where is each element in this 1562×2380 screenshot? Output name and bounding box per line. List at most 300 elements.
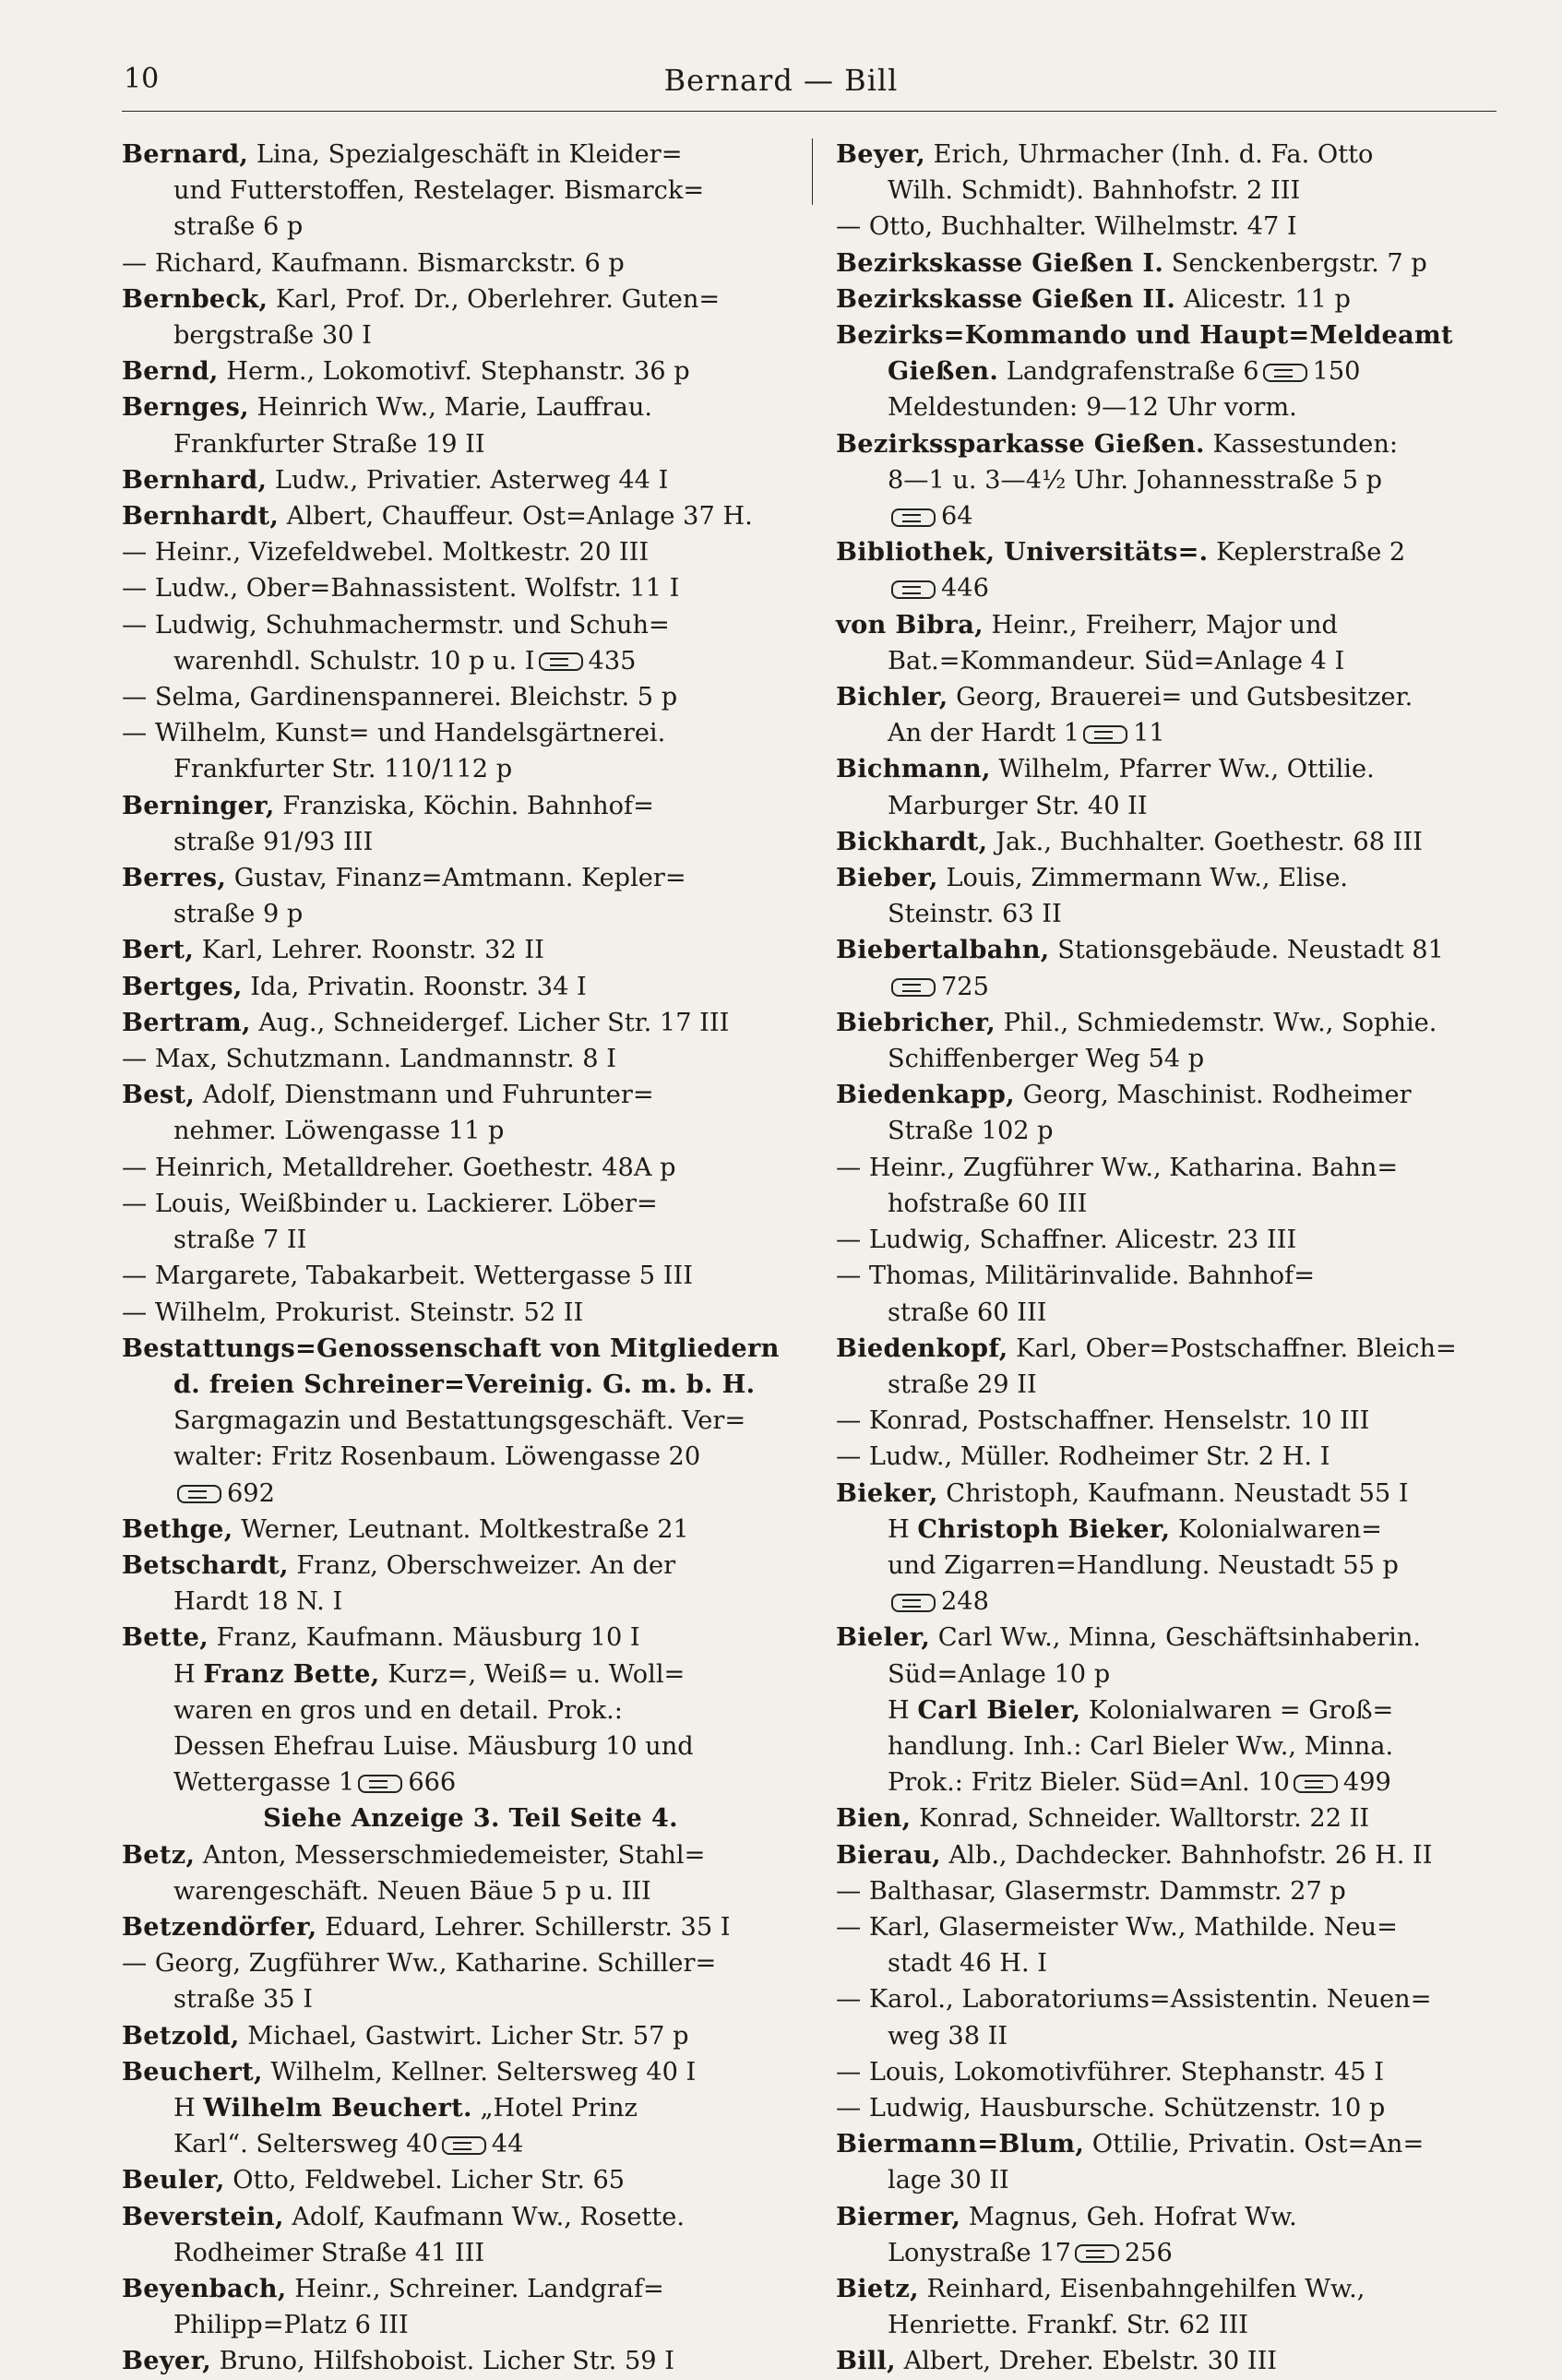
left-column xyxy=(122,137,780,2376)
entry-line xyxy=(836,1258,1505,1294)
entry-name: Bickhardt, xyxy=(836,826,988,856)
entry-line xyxy=(122,751,768,787)
entry-line xyxy=(122,860,768,896)
telephone-icon xyxy=(1075,2244,1119,2263)
entry-name: Biermer, xyxy=(836,2201,961,2231)
entry-text: — Heinr., Zugführer Ww., Katharina. Bahn= xyxy=(836,1153,1399,1182)
entry-line xyxy=(122,389,768,425)
entry-line xyxy=(836,1837,1505,1873)
entry-line xyxy=(122,173,768,209)
directory-entry xyxy=(122,498,768,534)
entry-line xyxy=(122,2235,768,2271)
directory-entry xyxy=(122,932,768,968)
entry-line xyxy=(836,426,1505,462)
entry-line xyxy=(122,1512,768,1548)
directory-entry xyxy=(836,2199,1505,2271)
telephone-number: 666 xyxy=(408,1768,457,1798)
telephone-number: 44 xyxy=(491,2130,524,2159)
entry-line xyxy=(122,1656,768,1692)
entry-text: Michael, Gastwirt. Licher Str. 57 p xyxy=(239,2021,689,2051)
entry-text: Jak., Buchhalter. Goethestr. 68 III xyxy=(987,827,1423,856)
directory-entry xyxy=(836,317,1505,426)
directory-entry xyxy=(122,1837,768,1909)
entry-text: Lonystraße 17 xyxy=(888,2238,1071,2267)
entry-line xyxy=(836,1295,1505,1331)
entry-line xyxy=(122,2307,768,2343)
entry-text: Kolonialwaren= xyxy=(1170,1514,1382,1544)
entry-text: und Futterstoffen, Restelager. Bismarck= xyxy=(173,176,705,206)
entry-line xyxy=(836,2271,1505,2307)
entry-text: Carl Ww., Minna, Geschäftsinhaberin. xyxy=(930,1623,1421,1653)
entry-name: Berninger, xyxy=(122,790,275,820)
entry-text: — Richard, Kaufmann. Bismarckstr. 6 p xyxy=(122,248,625,278)
directory-entry xyxy=(122,2271,768,2343)
right-column xyxy=(836,137,1505,2376)
entry-text: Franz, Kaufmann. Mäusburg 10 I xyxy=(208,1623,640,1653)
entry-name: Bestattungs=Genossenschaft von Mitgliedern xyxy=(122,1333,780,1363)
entry-line xyxy=(122,426,768,462)
entry-line xyxy=(836,1331,1505,1367)
entry-name: Betz, xyxy=(122,1839,196,1870)
entry-name: Biebertalbahn, xyxy=(836,935,1050,965)
entry-text: Steinstr. 63 II xyxy=(888,900,1062,929)
entry-name: Bernd, xyxy=(122,356,219,387)
entry-name: Betzendörfer, xyxy=(122,1911,317,1942)
entry-name: Siehe Anzeige 3. Teil Seite 4. xyxy=(263,1803,678,1834)
directory-entry xyxy=(836,1909,1505,1981)
entry-name: Bieker, xyxy=(836,1477,938,1508)
entry-line xyxy=(836,1728,1505,1764)
entry-text: An der Hardt 1 xyxy=(888,719,1080,748)
directory-entry xyxy=(836,2054,1505,2090)
entry-line xyxy=(122,715,768,751)
directory-entry xyxy=(836,607,1505,679)
entry-line xyxy=(122,498,768,534)
telephone-number: 499 xyxy=(1342,1768,1391,1798)
entry-line xyxy=(122,1584,768,1620)
directory-entry xyxy=(122,462,768,498)
entry-name: Bezirks=Kommando und Haupt=Meldeamt xyxy=(836,320,1453,351)
entry-text: H xyxy=(173,1659,204,1689)
entry-line xyxy=(122,1331,780,1367)
entry-name: Biermann=Blum, xyxy=(836,2129,1085,2159)
entry-line xyxy=(836,1873,1505,1909)
entry-name: Bietz, xyxy=(836,2273,919,2303)
directory-entry xyxy=(836,860,1505,932)
directory-entry xyxy=(836,1873,1505,1909)
directory-entry xyxy=(122,389,768,461)
entry-text: warenhdl. Schulstr. 10 p u. I xyxy=(173,646,535,676)
entry-line xyxy=(122,209,768,245)
directory-entry xyxy=(836,824,1505,860)
entry-line xyxy=(122,1800,768,1836)
entry-text: — Ludwig, Schuhmachermstr. und Schuh= xyxy=(122,610,670,640)
header-rule xyxy=(122,111,1496,112)
directory-entry xyxy=(122,137,768,245)
entry-line xyxy=(836,173,1505,209)
entry-text: Phil., Schmiedemstr. Ww., Sophie. xyxy=(996,1008,1437,1037)
telephone-icon xyxy=(1294,1775,1338,1793)
entry-line xyxy=(836,1439,1505,1475)
telephone-number: 248 xyxy=(941,1587,989,1617)
entry-line xyxy=(836,1403,1505,1439)
entry-text: Süd=Anlage 10 p xyxy=(888,1659,1111,1689)
entry-text: straße 29 II xyxy=(888,1369,1037,1399)
entry-line xyxy=(122,2162,768,2198)
directory-entry xyxy=(836,2343,1505,2379)
entry-text: straße 6 p xyxy=(173,212,304,242)
entry-text: 8—1 u. 3—4½ Uhr. Johannesstraße 5 p xyxy=(888,465,1383,495)
entry-name: Beyer, xyxy=(836,139,925,169)
directory-entry xyxy=(122,353,768,389)
directory-entry xyxy=(836,1476,1505,1621)
telephone-icon xyxy=(891,978,936,997)
directory-entry xyxy=(122,607,768,679)
directory-entry xyxy=(122,1945,768,2017)
directory-entry xyxy=(836,1981,1505,2053)
entry-line xyxy=(836,2126,1505,2162)
entry-text: — Ludwig, Hausbursche. Schützenstr. 10 p xyxy=(836,2093,1386,2123)
entry-name: Bezirkskasse Gießen I. xyxy=(836,247,1164,278)
entry-line xyxy=(836,1656,1505,1692)
entry-text: Frankfurter Straße 19 II xyxy=(173,429,485,459)
entry-text: — Selma, Gardinenspannerei. Bleichstr. 5 p xyxy=(122,683,678,712)
entry-text: Ludw., Privatier. Asterweg 44 I xyxy=(267,465,669,495)
entry-text: Albert, Dreher. Ebelstr. 30 III xyxy=(895,2347,1278,2376)
entry-text: Kolonialwaren = Groß= xyxy=(1080,1695,1394,1725)
entry-line xyxy=(122,1945,768,1981)
entry-text: Meldestunden: 9—12 Uhr vorm. xyxy=(888,393,1297,423)
entry-text: straße 91/93 III xyxy=(173,827,374,856)
entry-name: Beyenbach, xyxy=(122,2273,287,2303)
entry-line xyxy=(836,2199,1505,2235)
entry-text: straße 7 II xyxy=(173,1226,307,1255)
entry-name: Bieber, xyxy=(836,863,938,893)
entry-text: Wilh. Schmidt). Bahnhofstr. 2 III xyxy=(888,176,1301,206)
directory-entry xyxy=(836,245,1505,281)
entry-name: Bernhard, xyxy=(122,464,268,495)
entry-text: Anton, Messerschmiedemeister, Stahl= xyxy=(195,1840,706,1870)
directory-entry xyxy=(122,1909,768,1945)
entry-line xyxy=(122,1728,768,1764)
entry-line xyxy=(836,1186,1505,1222)
entry-text: Schiffenberger Weg 54 p xyxy=(888,1045,1205,1074)
directory-entry xyxy=(122,2199,768,2271)
entry-text: Georg, Maschinist. Rodheimer xyxy=(1014,1081,1412,1110)
entry-text: — Ludw., Müller. Rodheimer Str. 2 H. I xyxy=(836,1442,1330,1472)
entry-text: Lina, Spezialgeschäft in Kleider= xyxy=(248,140,683,169)
entry-text: — Louis, Weißbinder u. Lackierer. Löber= xyxy=(122,1189,658,1218)
directory-entry xyxy=(122,1258,768,1294)
entry-line xyxy=(836,1222,1505,1258)
entry-line xyxy=(122,1222,768,1258)
entry-line xyxy=(836,462,1505,498)
page-number: 10 xyxy=(124,63,160,95)
entry-name: Bernges, xyxy=(122,392,249,423)
entry-line xyxy=(836,1584,1505,1620)
entry-name: Bert, xyxy=(122,935,195,965)
directory-entry xyxy=(836,1403,1505,1439)
entry-line xyxy=(836,1981,1505,2017)
entry-line xyxy=(836,137,1505,173)
entry-line xyxy=(122,1295,768,1331)
entry-line xyxy=(836,2018,1505,2054)
directory-entry xyxy=(122,570,768,606)
entry-text: „Hotel Prinz xyxy=(471,2093,638,2123)
entry-text: — Thomas, Militärinvalide. Bahnhof= xyxy=(836,1262,1315,1291)
telephone-icon xyxy=(891,1594,936,1612)
entry-text: Werner, Leutnant. Moltkestraße 21 xyxy=(233,1514,689,1544)
entry-text: Ida, Privatin. Roonstr. 34 I xyxy=(242,972,587,1001)
entry-line xyxy=(122,896,768,932)
entry-name: Bieler, xyxy=(836,1622,931,1653)
directory-entry xyxy=(836,1150,1505,1222)
entry-line xyxy=(122,969,768,1005)
page-header xyxy=(0,0,1562,113)
entry-line xyxy=(836,788,1505,824)
entry-text: Eduard, Lehrer. Schillerstr. 35 I xyxy=(316,1912,731,1942)
entry-text: walter: Fritz Rosenbaum. Löwengasse 20 xyxy=(173,1442,701,1472)
entry-text: — Ludw., Ober=Bahnassistent. Wolfstr. 11 I xyxy=(122,574,680,604)
entry-name: Berres, xyxy=(122,863,227,893)
telephone-number: 435 xyxy=(588,646,637,676)
entry-text: Adolf, Kaufmann Ww., Rosette. xyxy=(283,2202,685,2231)
entry-line xyxy=(122,1005,768,1041)
entry-text: — Louis, Lokomotivführer. Stephanstr. 45 I xyxy=(836,2057,1384,2087)
entry-text: Alb., Dachdecker. Bahnhofstr. 26 H. II xyxy=(940,1840,1433,1870)
directory-entry xyxy=(122,679,768,715)
entry-line xyxy=(836,715,1505,751)
entry-text: — Georg, Zugführer Ww., Katharine. Schiller= xyxy=(122,1949,717,1979)
entry-line xyxy=(122,1837,768,1873)
entry-text: Ottilie, Privatin. Ost=An= xyxy=(1084,2130,1425,2159)
telephone-icon xyxy=(539,652,583,671)
entry-line xyxy=(122,570,768,606)
entry-text: Henriette. Frankf. Str. 62 III xyxy=(888,2311,1249,2340)
entry-text: H xyxy=(888,1514,918,1544)
directory-entry xyxy=(836,2271,1505,2343)
entry-text: Karl, Prof. Dr., Oberlehrer. Guten= xyxy=(268,284,721,314)
entry-text: Wettergasse 1 xyxy=(173,1768,355,1798)
entry-text: Straße 102 p xyxy=(888,1117,1054,1146)
entry-line xyxy=(122,1548,768,1584)
entry-line xyxy=(122,2343,768,2379)
entry-name: Bernard, xyxy=(122,139,249,169)
entry-text: — Konrad, Postschaffner. Henselstr. 10 III xyxy=(836,1406,1370,1436)
entry-text: Karl, Lehrer. Roonstr. 32 II xyxy=(194,936,544,965)
entry-line xyxy=(122,1367,768,1403)
entry-text: Otto, Feldwebel. Licher Str. 65 xyxy=(224,2166,626,2195)
entry-text: Christoph, Kaufmann. Neustadt 55 I xyxy=(937,1478,1409,1508)
entry-text: Heinr., Schreiner. Landgraf= xyxy=(286,2274,664,2303)
directory-entry xyxy=(836,1620,1505,1800)
entry-line xyxy=(122,1476,768,1512)
entry-text: Landgrafenstraße 6 xyxy=(998,357,1259,387)
directory-entry xyxy=(836,2090,1505,2126)
entry-name: Bibliothek, Universitäts=. xyxy=(836,537,1209,568)
entry-text: Georg, Brauerei= und Gutsbesitzer. xyxy=(948,683,1413,712)
entry-line xyxy=(122,317,768,353)
entry-text: Franziska, Köchin. Bahnhof= xyxy=(274,791,654,820)
entry-line xyxy=(836,2235,1505,2271)
entry-line xyxy=(122,2054,768,2090)
entry-name: Bierau, xyxy=(836,1839,941,1870)
directory-entry xyxy=(836,1222,1505,1258)
entry-text: nehmer. Löwengasse 11 p xyxy=(173,1117,505,1146)
entry-text: — Heinr., Vizefeldwebel. Moltkestr. 20 III xyxy=(122,538,650,568)
directory-entry xyxy=(122,1077,768,1149)
entry-line xyxy=(836,1945,1505,1981)
entry-line xyxy=(122,1873,768,1909)
entry-name: Biebricher, xyxy=(836,1007,996,1037)
entry-line xyxy=(122,1113,768,1149)
entry-text: H xyxy=(888,1695,918,1725)
entry-text: Herm., Lokomotivf. Stephanstr. 36 p xyxy=(218,357,690,387)
entry-line xyxy=(836,1548,1505,1584)
entry-line xyxy=(122,1150,768,1186)
entry-name: Betzold, xyxy=(122,2020,240,2051)
entry-line xyxy=(122,2271,768,2307)
business-name: Wilhelm Beuchert. xyxy=(203,2092,472,2123)
entry-name: Gießen. xyxy=(888,356,999,387)
entry-text: Bat.=Kommandeur. Süd=Anlage 4 I xyxy=(888,646,1345,676)
entry-line xyxy=(836,1113,1505,1149)
directory-entry xyxy=(836,1837,1505,1873)
entry-text: Marburger Str. 40 II xyxy=(888,791,1148,820)
telephone-icon xyxy=(891,508,936,527)
telephone-number: 446 xyxy=(941,574,989,604)
entry-line xyxy=(122,932,768,968)
entry-text: warengeschäft. Neuen Bäue 5 p u. III xyxy=(173,1876,651,1906)
entry-line xyxy=(836,2054,1505,2090)
directory-entry xyxy=(836,751,1505,823)
entry-line xyxy=(122,462,768,498)
entry-line xyxy=(122,1692,768,1728)
entry-text: — Otto, Buchhalter. Wilhelmstr. 47 I xyxy=(836,212,1297,242)
entry-text: Albert, Chauffeur. Ost=Anlage 37 H. xyxy=(279,502,753,532)
entry-text: Franz, Oberschweizer. An der xyxy=(288,1550,676,1580)
business-name: Franz Bette, xyxy=(203,1658,380,1689)
entry-line xyxy=(122,1077,768,1113)
entry-line xyxy=(836,245,1505,281)
entry-text: Kurz=, Weiß= u. Woll= xyxy=(379,1659,686,1689)
entry-text: Kassestunden: xyxy=(1204,429,1399,459)
entry-name: Bezirkskasse Gießen II. xyxy=(836,283,1176,314)
directory-entry xyxy=(836,679,1505,751)
entry-line xyxy=(122,1620,768,1656)
telephone-icon xyxy=(177,1485,221,1503)
directory-entry xyxy=(836,1331,1505,1403)
directory-entry xyxy=(836,1005,1505,1077)
entry-line xyxy=(836,896,1505,932)
directory-entry xyxy=(122,281,768,353)
entry-text: Adolf, Dienstmann und Fuhrunter= xyxy=(195,1081,654,1110)
entry-line xyxy=(836,2162,1505,2198)
entry-name: Best, xyxy=(122,1080,196,1110)
entry-name: Bichmann, xyxy=(836,754,991,784)
entry-text: Konrad, Schneider. Walltorstr. 22 II xyxy=(911,1804,1370,1834)
entry-line xyxy=(836,1764,1505,1800)
entry-name: Biedenkapp, xyxy=(836,1080,1015,1110)
entry-text: — Margarete, Tabakarbeit. Wettergasse 5 III xyxy=(122,1262,693,1291)
entry-line xyxy=(122,1981,768,2017)
entry-text: und Zigarren=Handlung. Neustadt 55 p xyxy=(888,1550,1399,1580)
entry-line xyxy=(122,643,768,679)
entry-line xyxy=(836,209,1505,245)
entry-line xyxy=(836,1909,1505,1945)
entry-line xyxy=(836,534,1505,570)
entry-line xyxy=(836,1077,1505,1113)
directory-entry xyxy=(122,2162,768,2198)
running-head: Bernard — Bill xyxy=(663,63,899,98)
telephone-icon xyxy=(1263,364,1307,382)
directory-entry xyxy=(122,1620,768,1836)
directory-entry xyxy=(122,1295,768,1331)
entry-line xyxy=(836,1512,1505,1548)
telephone-icon xyxy=(358,1775,402,1793)
directory-entry xyxy=(122,2018,768,2054)
entry-line xyxy=(122,1764,768,1800)
entry-line xyxy=(122,245,768,281)
telephone-icon xyxy=(442,2136,486,2155)
entry-text: Reinhard, Eisenbahngehilfen Ww., xyxy=(918,2274,1365,2303)
entry-name: Bertram, xyxy=(122,1007,251,1037)
directory-entry xyxy=(122,1150,768,1186)
directory-entry xyxy=(122,534,768,570)
telephone-icon xyxy=(891,580,936,599)
entry-name: Beyer, xyxy=(122,2346,211,2376)
entry-line xyxy=(836,1041,1505,1077)
telephone-number: 150 xyxy=(1312,357,1361,387)
column-divider xyxy=(812,138,813,205)
entry-line xyxy=(836,317,1505,353)
entry-name: Beuler, xyxy=(122,2165,225,2195)
entry-line xyxy=(836,1476,1505,1512)
telephone-number: 11 xyxy=(1133,719,1165,748)
entry-line xyxy=(122,788,768,824)
directory-entry xyxy=(122,1331,780,1512)
directory-entry xyxy=(836,1800,1505,1836)
entry-line xyxy=(836,607,1505,643)
entry-text: Aug., Schneidergef. Licher Str. 17 III xyxy=(250,1008,730,1037)
directory-entry xyxy=(122,860,768,932)
entry-line xyxy=(836,281,1505,317)
business-name: Carl Bieler, xyxy=(917,1694,1081,1725)
entry-text: Wilhelm, Kellner. Seltersweg 40 I xyxy=(262,2057,697,2087)
entry-text: Rodheimer Straße 41 III xyxy=(173,2238,485,2267)
telephone-number: 256 xyxy=(1124,2238,1173,2267)
directory-entry xyxy=(122,2054,768,2163)
entry-line xyxy=(836,498,1505,534)
directory-entry xyxy=(122,1041,768,1077)
entry-name: Bethge, xyxy=(122,1513,233,1544)
entry-text: — Ludwig, Schaffner. Alicestr. 23 III xyxy=(836,1226,1297,1255)
entry-line xyxy=(122,137,768,173)
entry-text: straße 60 III xyxy=(888,1298,1047,1327)
entry-name: Bien, xyxy=(836,1803,912,1834)
entry-text: — Karl, Glasermeister Ww., Mathilde. Neu= xyxy=(836,1912,1398,1942)
business-name: Christoph Bieker, xyxy=(917,1513,1171,1544)
entry-text: straße 35 I xyxy=(173,1985,313,2015)
entry-line xyxy=(836,1620,1505,1656)
entry-text: Gustav, Finanz=Amtmann. Kepler= xyxy=(226,864,686,893)
entry-text: Heinrich Ww., Marie, Lauffrau. xyxy=(248,393,653,423)
entry-text: H xyxy=(173,2093,204,2123)
entry-line xyxy=(122,679,768,715)
entry-line xyxy=(122,2126,768,2162)
entry-line xyxy=(836,570,1505,606)
entry-text: waren en gros und en detail. Prok.: xyxy=(173,1695,623,1725)
